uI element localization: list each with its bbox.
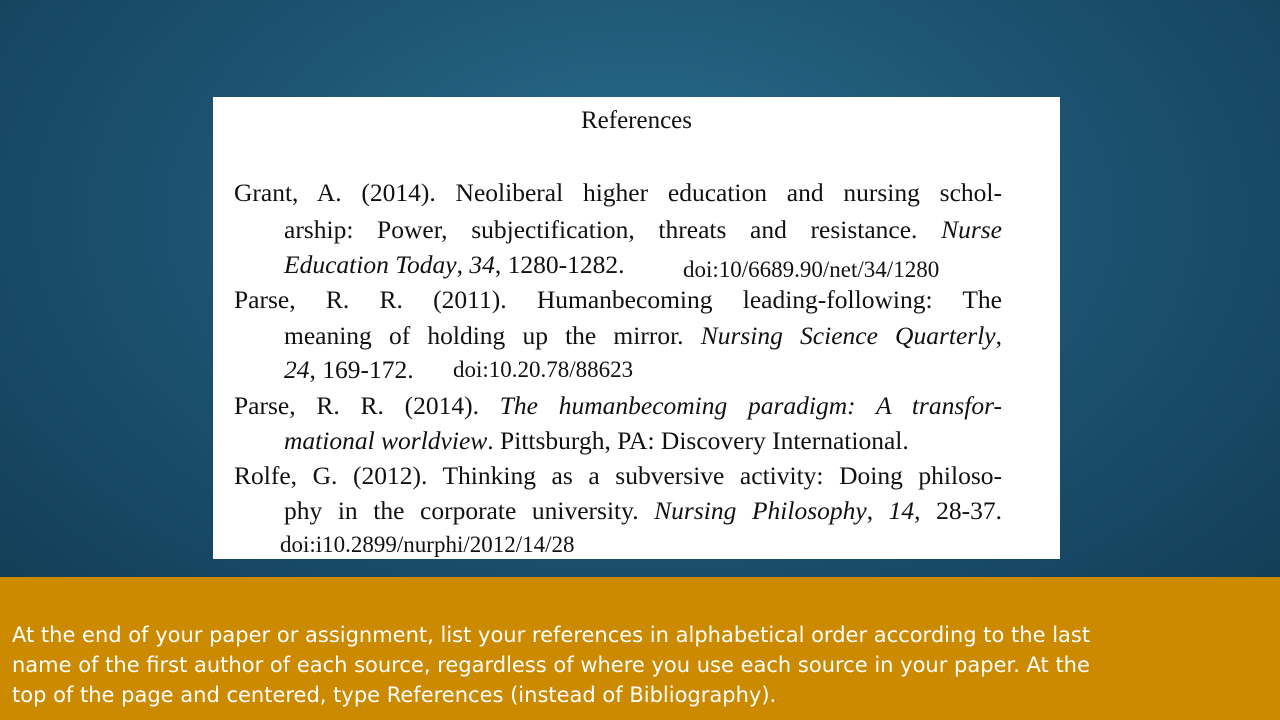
reference-line: Grant, A. (2014). Neoliberal higher education and nursing schol-: [234, 178, 1002, 207]
italic-run: 34: [469, 250, 495, 279]
italic-run: Nursing Philosophy: [654, 496, 867, 525]
reference-line: Rolfe, G. (2012). Thinking as a subversive activity: Doing philoso-: [234, 461, 1002, 490]
italic-run: Nursing Science Quarterly: [700, 321, 996, 350]
references-title: References: [580, 107, 693, 134]
reference-line: phy in the corporate university. Nursing Philosophy, 14, 28-37.: [284, 496, 1003, 525]
italic-run: The humanbecoming paradigm: A transfor-: [499, 391, 1002, 420]
reference-line: Parse, R. R. (2011). Humanbecoming leading-following: The: [234, 285, 1002, 314]
reference-line: Parse, R. R. (2014). The humanbecoming paradigm: A transfor-: [234, 391, 1002, 420]
reference-line: Education Today, 34, 1280-1282.: [284, 250, 625, 279]
reference-doi: doi:10.20.78/88623: [453, 357, 634, 382]
reference-line: mational worldview. Pittsburgh, PA: Discovery International.: [284, 426, 909, 455]
reference-doi: doi:i10.2899/nurphi/2012/14/28: [280, 532, 575, 557]
reference-line: 24, 169-172.: [284, 355, 414, 384]
italic-run: Education Today: [284, 250, 457, 279]
reference-doi: doi:10/6689.90/net/34/1280: [683, 257, 940, 282]
italic-run: 24: [284, 355, 310, 384]
caption-text: At the end of your paper or assignment, list your references in alphabetical order according to the last name of the first author of each source, regardless of where you use each source in your paper. At the top of the page and centered, type References (instead of Bibliography).: [12, 623, 1091, 707]
italic-run: 14: [888, 496, 915, 525]
reference-line: arship: Power, subjectification, threats and resistance. Nurse: [284, 215, 1002, 244]
italic-run: Nurse: [941, 215, 1002, 244]
italic-run: mational worldview: [284, 426, 488, 455]
reference-line: meaning of holding up the mirror. Nursing Science Quarterly,: [284, 321, 1002, 350]
references-page: [213, 97, 1060, 559]
caption-band: [0, 577, 1280, 720]
